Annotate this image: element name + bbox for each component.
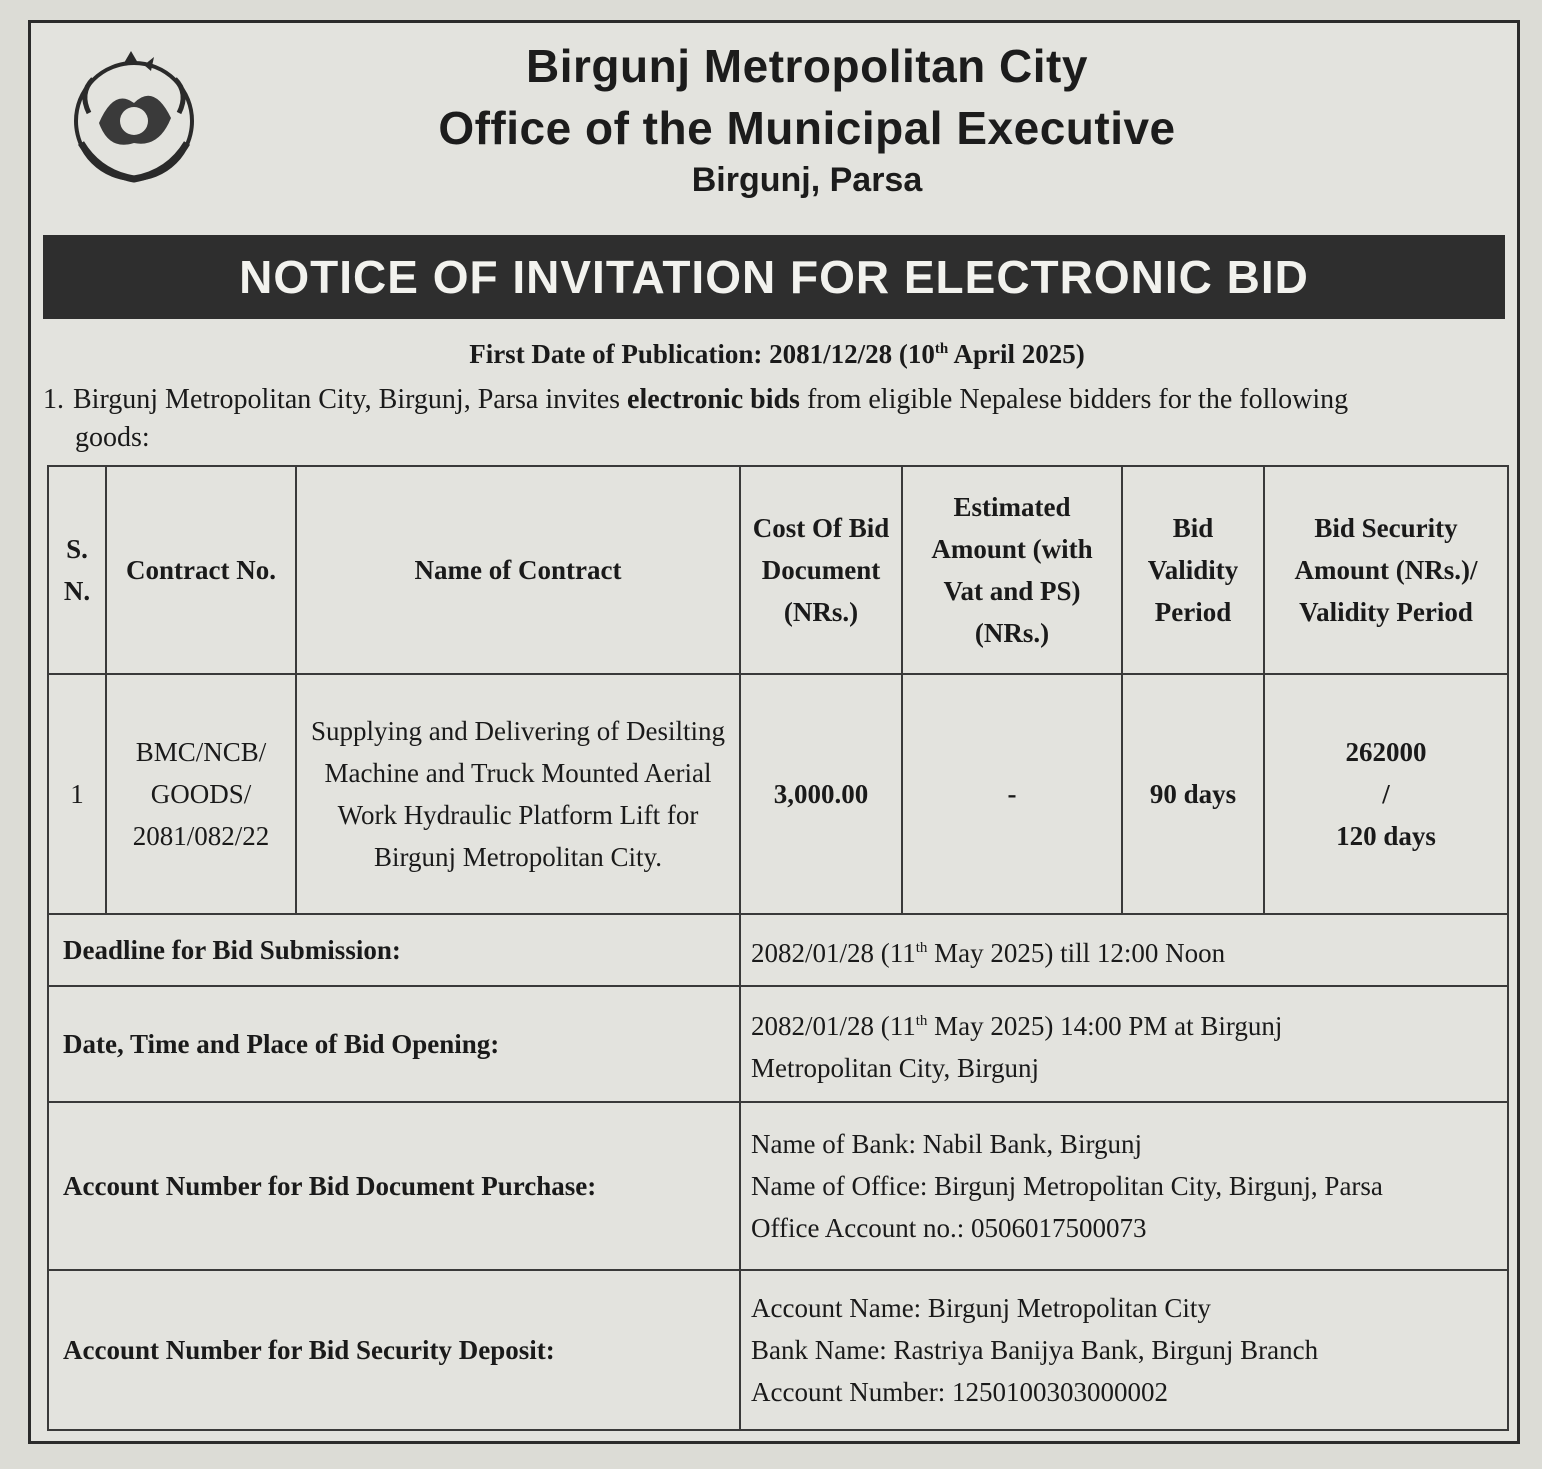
- deadline-label: Deadline for Bid Submission:: [48, 914, 740, 986]
- col-estimated: Estimated Amount (with Vat and PS) (NRs.): [902, 466, 1122, 674]
- security-account-label: Account Number for Bid Security Deposit:: [48, 1270, 740, 1430]
- cell-contract-no: BMC/NCB/ GOODS/ 2081/082/22: [106, 674, 296, 914]
- security-account-row: [48, 1270, 1508, 1430]
- notice-title-banner: NOTICE OF INVITATION FOR ELECTRONIC BID: [43, 235, 1505, 319]
- purchase-account-row: [48, 1102, 1508, 1270]
- purchase-office: Name of Office: Birgunj Metropolitan City, Birgunj, Parsa: [751, 1171, 1383, 1201]
- notice-page: [28, 20, 1520, 1444]
- intro-number: 1.: [43, 384, 64, 415]
- col-contract-name: Name of Contract: [296, 466, 740, 674]
- security-period: 120 days: [1336, 821, 1436, 851]
- table-row: [48, 674, 1508, 914]
- cell-estimated: -: [902, 674, 1122, 914]
- cell-validity: 90 days: [1122, 674, 1264, 914]
- publication-date-ad: (10th April 2025): [898, 339, 1085, 369]
- security-account-value: [740, 1270, 1508, 1430]
- cell-contract-name: Supplying and Delivering of Desilting Machine and Truck Mounted Aerial Work Hydraulic Platform Lift for Birgunj Metropolitan City.: [296, 674, 740, 914]
- security-account-no: Account Number: 1250100303000002: [751, 1377, 1168, 1407]
- publication-label: First Date of Publication:: [469, 339, 763, 369]
- col-validity: Bid Validity Period: [1122, 466, 1264, 674]
- col-contract-no: Contract No.: [106, 466, 296, 674]
- deadline-value: 2082/01/28 (11th May 2025) till 12:00 Noon: [740, 914, 1508, 986]
- col-security: Bid Security Amount (NRs.)/ Validity Period: [1264, 466, 1508, 674]
- purchase-account-no: Office Account no.: 0506017500073: [751, 1213, 1147, 1243]
- cell-cost: 3,000.00: [740, 674, 902, 914]
- table-header-row: [48, 466, 1508, 674]
- opening-row: [48, 986, 1508, 1102]
- opening-value: 2082/01/28 (11th May 2025) 14:00 PM at Birgunj Metropolitan City, Birgunj: [740, 986, 1508, 1102]
- col-cost: Cost Of Bid Document (NRs.): [740, 466, 902, 674]
- intro-line2: goods:: [75, 422, 150, 453]
- security-amount: 262000: [1345, 737, 1427, 767]
- col-sn: S. N.: [48, 466, 106, 674]
- cell-sn: 1: [48, 674, 106, 914]
- intro-paragraph: 1. Birgunj Metropolitan City, Birgunj, Parsa invites electronic bids from eligible Nepalese bidders for the following goods:: [43, 381, 1503, 457]
- publication-date: [31, 339, 1523, 370]
- security-account-name: Account Name: Birgunj Metropolitan City: [751, 1293, 1211, 1323]
- bid-table: [47, 465, 1509, 1431]
- header-office-name: Office of the Municipal Executive: [438, 102, 1176, 154]
- header-location: Birgunj, Parsa: [691, 161, 923, 199]
- deadline-row: [48, 914, 1508, 986]
- opening-label: Date, Time and Place of Bid Opening:: [48, 986, 740, 1102]
- security-separator: /: [1382, 779, 1390, 809]
- purchase-bank: Name of Bank: Nabil Bank, Birgunj: [751, 1129, 1142, 1159]
- opening-place: Metropolitan City, Birgunj: [751, 1052, 1039, 1083]
- publication-date-bs: 2081/12/28: [769, 339, 893, 369]
- cell-security: [1264, 674, 1508, 914]
- header-city-name: Birgunj Metropolitan City: [526, 40, 1088, 92]
- purchase-account-label: Account Number for Bid Document Purchase:: [48, 1102, 740, 1270]
- purchase-account-value: [740, 1102, 1508, 1270]
- security-bank-name: Bank Name: Rastriya Banijya Bank, Birgunj Branch: [751, 1335, 1319, 1365]
